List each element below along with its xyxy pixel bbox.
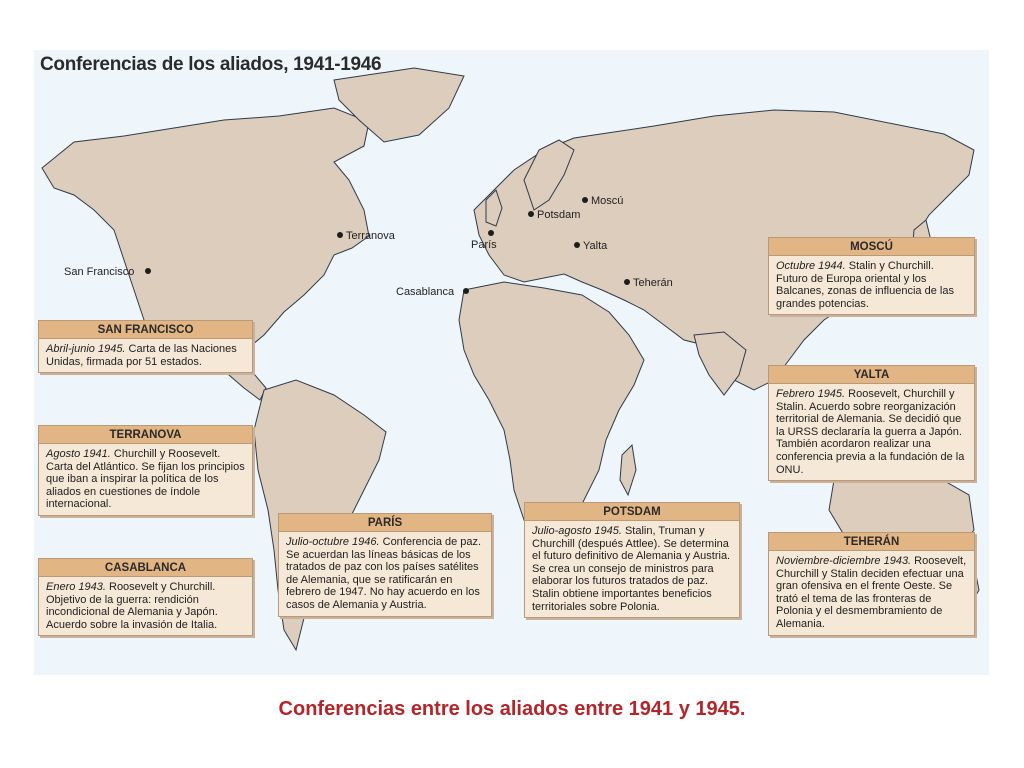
box-body	[279, 532, 491, 616]
box-date: Enero 1943.	[46, 581, 106, 593]
box-title: TERRANOVA	[39, 426, 252, 444]
box-terranova	[38, 425, 253, 516]
box-title: PARÍS	[279, 514, 491, 532]
city-label-san-francisco: San Francisco	[64, 266, 135, 278]
box-title: CASABLANCA	[39, 559, 252, 577]
city-label-casablanca: Casablanca	[396, 286, 455, 298]
box-san-francisco	[38, 320, 253, 373]
box-body	[769, 256, 974, 314]
map-panel	[34, 50, 989, 675]
box-title: MOSCÚ	[769, 238, 974, 256]
box-body	[769, 551, 974, 635]
box-text: Carta de las Naciones Unidas, firmada por 51 estados.	[46, 343, 237, 368]
box-date: Julio-agosto 1945.	[532, 525, 622, 537]
box-date: Abril-junio 1945.	[46, 343, 126, 355]
box-title: POTSDAM	[525, 503, 739, 521]
box-potsdam	[524, 502, 740, 618]
box-teheran	[768, 532, 975, 636]
box-text: Conferencia de paz. Se acuerdan las líneas básicas de los tratados de paz con los países satélites de Alemania, que se ratificarán en febrero de 1947. No hay acuerdo en los casos de Alemania y Austria.	[286, 536, 482, 611]
box-title: SAN FRANCISCO	[39, 321, 252, 339]
slide-caption: Conferencias entre los aliados entre 1941 y 1945.	[278, 698, 746, 720]
city-label-paris: París	[471, 239, 497, 251]
box-yalta	[768, 365, 975, 481]
madagascar	[620, 445, 636, 495]
city-dot-casablanca	[463, 288, 469, 294]
box-text: Stalin, Truman y Churchill (después Attlee). Se determina el futuro definitivo de Alemania y Austria. Se crea un consejo de ministros para elaborar los futuros tratados de paz. Stalin obtiene importantes beneficios territoriales sobre Polonia.	[532, 525, 731, 613]
city-dot-yalta	[574, 242, 580, 248]
box-date: Agosto 1941.	[46, 448, 111, 460]
city-label-potsdam: Potsdam	[537, 209, 581, 221]
box-text: Churchill y Roosevelt. Carta del Atlántico. Se fijan los principios que iban a inspirar la política de los aliados en cuestiones de índole internacional.	[46, 448, 245, 511]
box-date: Noviembre-diciembre 1943.	[776, 555, 912, 567]
box-casablanca	[38, 558, 253, 636]
box-body	[39, 444, 252, 515]
box-title: YALTA	[769, 366, 974, 384]
box-title: TEHERÁN	[769, 533, 974, 551]
box-date: Julio-octubre 1946.	[286, 536, 380, 548]
city-dot-san-francisco	[145, 268, 151, 274]
city-label-teheran: Teherán	[633, 277, 673, 289]
box-body	[39, 577, 252, 635]
city-label-terranova: Terranova	[346, 230, 395, 242]
box-date: Febrero 1945.	[776, 388, 846, 400]
city-dot-moscu	[582, 197, 588, 203]
map-title: Conferencias de los aliados, 1941-1946	[40, 54, 382, 75]
box-text: Stalin y Churchill. Futuro de Europa oriental y los Balcanes, zonas de influencia de las grandes potencias.	[776, 260, 954, 310]
box-paris	[278, 513, 492, 617]
box-moscu	[768, 237, 975, 315]
box-body	[769, 384, 974, 480]
box-text: Roosevelt y Churchill. Objetivo de la guerra: rendición incondicional de Alemania y Japón. Acuerdo sobre la invasión de Italia.	[46, 581, 218, 631]
box-text: Roosevelt, Churchill y Stalin deciden efectuar una gran ofensiva en el frente Oeste. Se trató el tema de las fronteras de Polonia y el desmembramiento de Alemania.	[776, 555, 967, 630]
city-dot-paris	[488, 230, 494, 236]
city-label-yalta: Yalta	[583, 240, 608, 252]
city-dot-potsdam	[528, 211, 534, 217]
box-body	[39, 339, 252, 372]
city-dot-terranova	[337, 232, 343, 238]
box-body	[525, 521, 739, 617]
city-dot-teheran	[624, 279, 630, 285]
city-label-moscu: Moscú	[591, 195, 624, 207]
box-text: Roosevelt, Churchill y Stalin. Acuerdo sobre reorganización territorial de Alemania. Se decidió que la URSS declararía la guerra a Japón. También acordaron realizar una conferencia previa a la fundación de la ONU.	[776, 388, 965, 476]
box-date: Octubre 1944.	[776, 260, 846, 272]
